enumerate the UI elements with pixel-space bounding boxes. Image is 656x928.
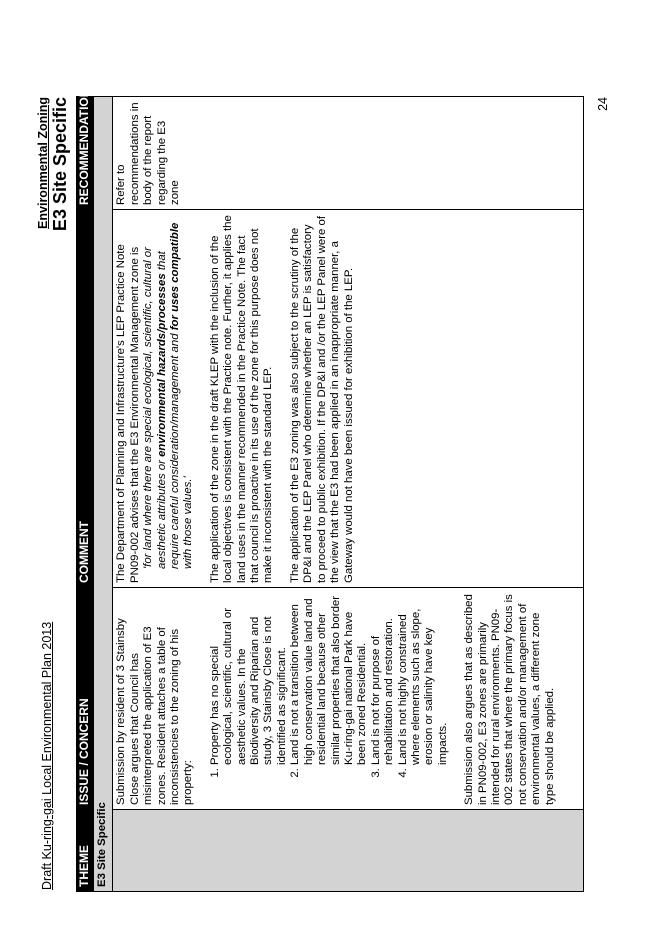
theme-cell <box>113 810 584 892</box>
quote-text: with those values.' <box>182 476 195 569</box>
quote-text: 'for land where there are special ecological, scientific, cultural or aesthetic attributes or <box>142 247 168 569</box>
issue-cell <box>113 588 584 810</box>
quote-text: that require careful consideration/management and <box>155 251 182 569</box>
issue-list <box>209 592 450 805</box>
list-item: 4. Land is not highly constrained where elements such as slope, erosion or salinity have key impacts. <box>397 592 451 765</box>
column-header-theme: THEME <box>77 810 94 892</box>
comment-paragraph: The Department of Planning and Infrastructure's LEP Practice Note PN09-002 advises that the E3 Environmental Management zone is <box>115 244 141 583</box>
section-heading: Environmental Zoning <box>36 97 50 229</box>
issue-intro: Submission by resident of 3 Stainsby Close argues that Council has misinterpreted the application of E3 zones. Resident attaches a table of inconsistencies to the zoning of his property: <box>115 618 195 805</box>
list-item: 1. Property has no special ecological, scientific, cultural or aesthetic values. In the Biodiversity and Riparian and study, 3 Stainsby Close is not identified as significant. <box>209 592 289 765</box>
section-row <box>94 97 113 892</box>
column-header-recommendation: RECOMMENDATION <box>77 97 94 210</box>
list-item: 3. Land is not for purpose of rehabilitation and restoration. <box>370 592 397 765</box>
table-row <box>113 97 584 892</box>
page-number: 24 <box>596 97 610 111</box>
submissions-table <box>76 88 584 892</box>
issue-closing: Submission also argues that as described in PN09-002, E3 zones are primarily intended for rural environments. PN09-002 states that where the primary focus is not conservation and/or management of environmental values, a different zone type should be applied. <box>463 594 556 805</box>
comment-quote <box>142 214 196 583</box>
section-title: E3 Site Specific <box>94 97 113 892</box>
comment-paragraph: The application of the zone in the draft KLEP with the inclusion of the local objectives is consistent with the Practice note. Further, it applies the land uses in the manner recommended in the Practice Note. The fact that council is proactive in its use of the zone for this purpose does not make it inconsistent with the standard LEP. <box>208 215 275 583</box>
recommendation-cell: Refer to recommendations in body of the report regarding the E3 zone <box>113 97 584 210</box>
document-title: Draft Ku-ring-gai Local Environmental Plan 2013 <box>40 621 54 890</box>
subsection-heading: E3 Site Specific <box>50 97 70 232</box>
quote-emphasis: environmental hazards/processes <box>155 273 168 457</box>
table-header-row <box>77 97 94 892</box>
column-header-comment: COMMENT <box>77 210 94 588</box>
comment-cell <box>113 210 584 588</box>
quote-emphasis: for uses compatible <box>169 222 182 331</box>
list-item: 2. Land is not a transition between high conservation value land and residential land because other similar properties that also border Ku-ring-gai national Park have been zoned Residential. <box>289 592 369 765</box>
column-header-issue: ISSUE / CONCERN <box>77 588 94 810</box>
comment-paragraph: The application of the E3 zoning was also subject to the scrutiny of the DP&I and the LEP Panel who determine whether an LEP is satisfactory to proceed to public exhibition. If the DP&I and /or the LEP Panel were of the view that the E3 had been applied in an inappropriate manner, a Gateway would not have been issued for exhibition of the LEP. <box>288 215 355 583</box>
